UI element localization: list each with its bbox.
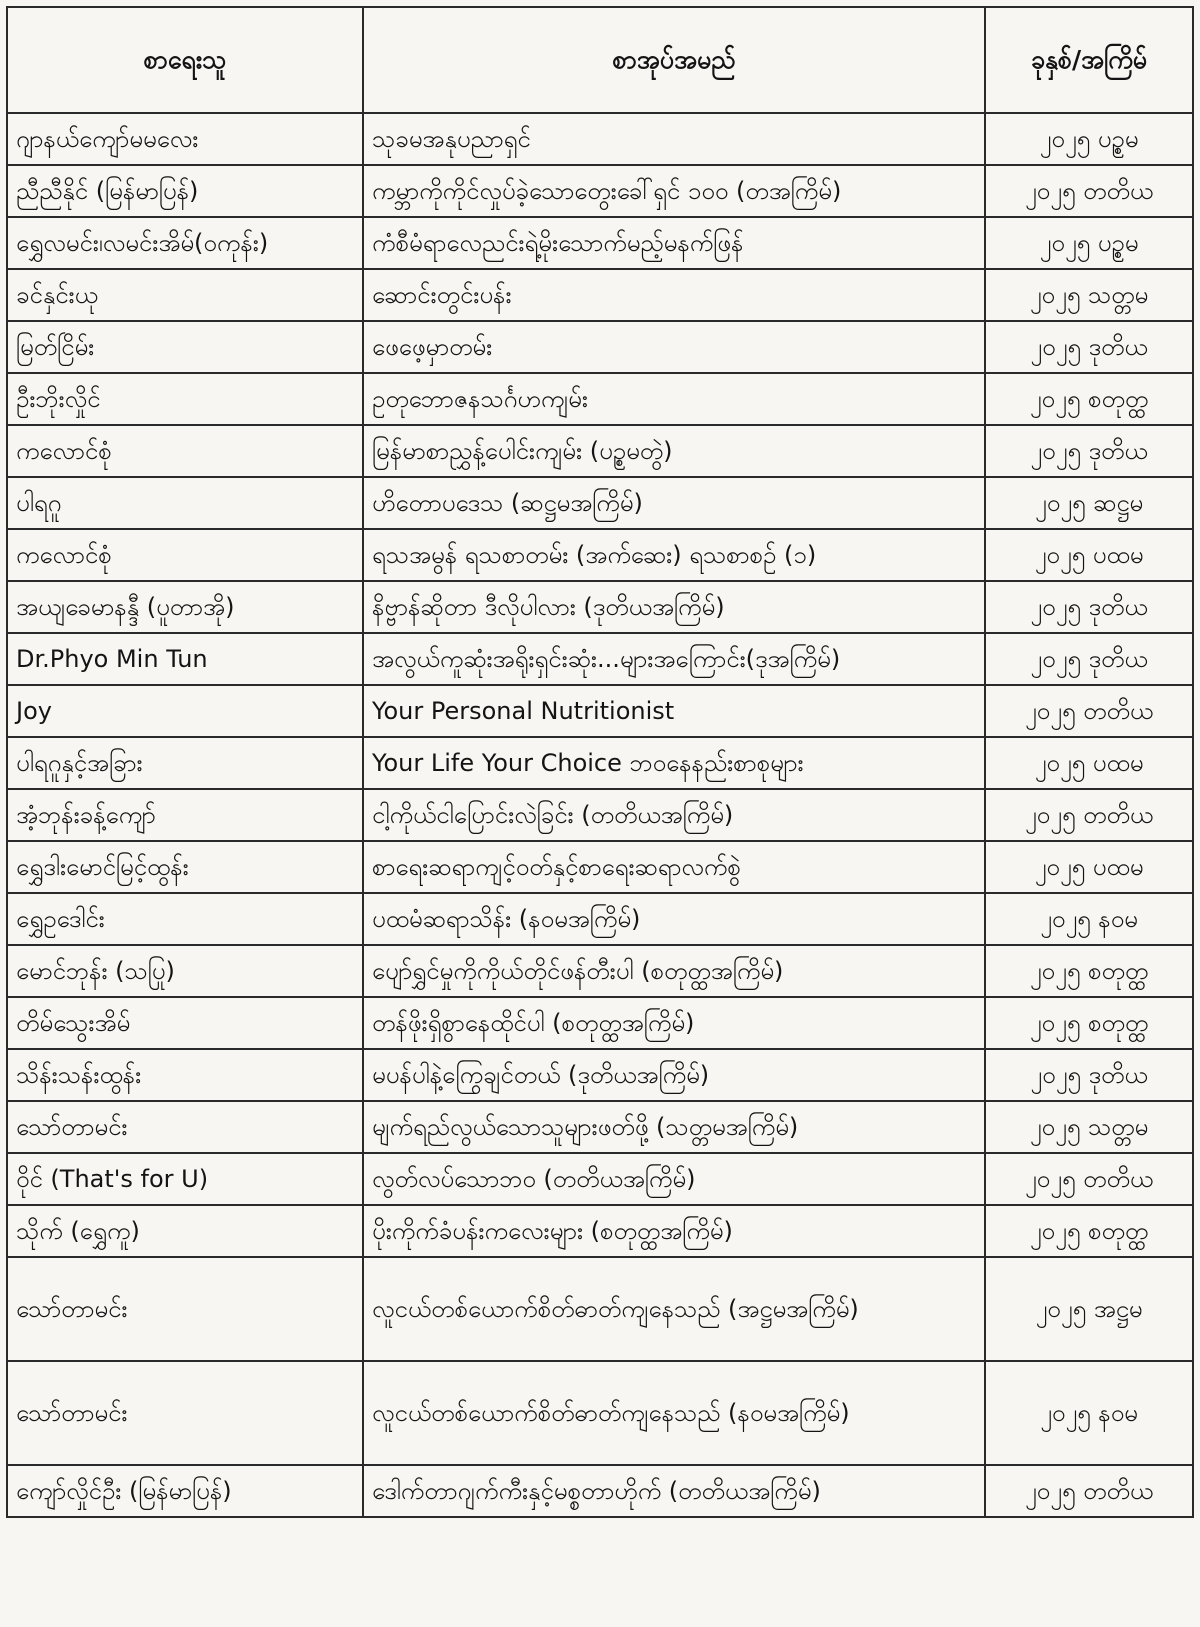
title-cell: မြန်မာစာညွှန့်ပေါင်းကျမ်း (ပဉ္စမတွဲ) [363, 425, 985, 477]
table-row [7, 685, 1193, 737]
title-cell: လွတ်လပ်သောဘဝ (တတိယအကြိမ်) [363, 1153, 985, 1205]
table-row [7, 165, 1193, 217]
edition-cell: ၂၀၂၅ နဝမ [985, 1361, 1193, 1465]
edition-cell: ၂၀၂၅ တတိယ [985, 1465, 1193, 1517]
author-cell: ရွှေဒါးမောင်မြင့်ထွန်း [7, 841, 363, 893]
title-cell: အလွယ်ကူဆုံးအရိုးရှင်းဆုံး...များအကြောင်း(ဒုအကြိမ်) [363, 633, 985, 685]
author-cell: ရွှေလမင်း၊လမင်းအိမ်(ဝကုန်း) [7, 217, 363, 269]
edition-cell: ၂၀၂၅ ဒုတိယ [985, 1049, 1193, 1101]
table-row [7, 789, 1193, 841]
title-cell: ပထမံဆရာသိန်း (နဝမအကြိမ်) [363, 893, 985, 945]
author-cell: ကလောင်စုံ [7, 425, 363, 477]
edition-cell: ၂၀၂၅ ပဉ္စမ [985, 113, 1193, 165]
edition-cell: ၂၀၂၅ စတုတ္ထ [985, 997, 1193, 1049]
table-row [7, 1465, 1193, 1517]
table-row [7, 737, 1193, 789]
author-cell: သိုက် (ရွှေကူ) [7, 1205, 363, 1257]
title-cell: ဥတုဘောဇနသင်္ဂဟကျမ်း [363, 373, 985, 425]
edition-cell: ၂၀၂၅ သတ္တမ [985, 269, 1193, 321]
table-row [7, 1257, 1193, 1361]
edition-cell: ၂၀၂၅ ဒုတိယ [985, 321, 1193, 373]
table-row [7, 425, 1193, 477]
table-row [7, 945, 1193, 997]
title-cell: လူငယ်တစ်ယောက်စိတ်ဓာတ်ကျနေသည် (အဋ္ဌမအကြိမ်) [363, 1257, 985, 1361]
title-cell: မျက်ရည်လွယ်သောသူများဖတ်ဖို့ (သတ္တမအကြိမ်) [363, 1101, 985, 1153]
edition-cell: ၂၀၂၅ တတိယ [985, 165, 1193, 217]
title-cell: စာရေးဆရာကျင့်ဝတ်နှင့်စာရေးဆရာလက်စွဲ [363, 841, 985, 893]
table-header [7, 7, 1193, 113]
author-cell: ခင်နှင်းယု [7, 269, 363, 321]
table-row [7, 1361, 1193, 1465]
title-cell: ပျော်ရွှင်မှုကိုကိုယ်တိုင်ဖန်တီးပါ (စတုတ္ထအကြိမ်) [363, 945, 985, 997]
edition-cell: ၂၀၂၅ ပဉ္စမ [985, 217, 1193, 269]
author-cell: ပါရဂူနှင့်အခြား [7, 737, 363, 789]
title-cell: နိဗ္ဗာန်ဆိုတာ ဒီလိုပါလား (ဒုတိယအကြိမ်) [363, 581, 985, 633]
author-cell: Joy [7, 685, 363, 737]
author-cell: သော်တာမင်း [7, 1257, 363, 1361]
table-row [7, 373, 1193, 425]
author-cell: ပါရဂူ [7, 477, 363, 529]
author-cell: သော်တာမင်း [7, 1101, 363, 1153]
author-cell: ကျော်လှိုင်ဦး (မြန်မာပြန်) [7, 1465, 363, 1517]
table-row [7, 581, 1193, 633]
edition-cell: ၂၀၂၅ ဒုတိယ [985, 425, 1193, 477]
header-row [7, 7, 1193, 113]
title-cell: ငါ့ကိုယ်ငါပြောင်းလဲခြင်း (တတိယအကြိမ်) [363, 789, 985, 841]
edition-cell: ၂၀၂၅ တတိယ [985, 1153, 1193, 1205]
table-row [7, 113, 1193, 165]
edition-cell: ၂၀၂၅ ဒုတိယ [985, 633, 1193, 685]
edition-cell: ၂၀၂၅ နဝမ [985, 893, 1193, 945]
author-cell: ဝိုင် (That's for U) [7, 1153, 363, 1205]
author-cell: မောင်ဘုန်း (သပြု) [7, 945, 363, 997]
title-cell: ကံစီမံရာလေညင်းရဲ့မိုးသောက်မည့်မနက်ဖြန် [363, 217, 985, 269]
title-cell: Your Life Your Choice ဘဝနေနည်းစာစုများ [363, 737, 985, 789]
author-cell: အံ့ဘုန်းခန့်ကျော် [7, 789, 363, 841]
title-cell: မပန်ပါနဲ့ကြွေချင်တယ် (ဒုတိယအကြိမ်) [363, 1049, 985, 1101]
author-cell: ညီညီနိုင် (မြန်မာပြန်) [7, 165, 363, 217]
table-row [7, 269, 1193, 321]
edition-cell: ၂၀၂၅ စတုတ္ထ [985, 373, 1193, 425]
header-title: စာအုပ်အမည် [363, 7, 985, 113]
title-cell: ဒေါက်တာဂျက်ကီးနှင့်မစ္စတာဟိုက် (တတိယအကြိမ်) [363, 1465, 985, 1517]
edition-cell: ၂၀၂၅ စတုတ္ထ [985, 945, 1193, 997]
author-cell: သော်တာမင်း [7, 1361, 363, 1465]
title-cell: သုခမအနုပညာရှင် [363, 113, 985, 165]
title-cell: ရသအမွန် ရသစာတမ်း (အက်ဆေး) ရသစာစဉ် (၁) [363, 529, 985, 581]
author-cell: မြတ်ငြိမ်း [7, 321, 363, 373]
header-edition: ခုနှစ်/အကြိမ် [985, 7, 1193, 113]
table-row [7, 841, 1193, 893]
edition-cell: ၂၀၂၅ ဆဋ္ဌမ [985, 477, 1193, 529]
author-cell: ကလောင်စုံ [7, 529, 363, 581]
author-cell: Dr.Phyo Min Tun [7, 633, 363, 685]
table-row [7, 217, 1193, 269]
book-list-table [6, 6, 1194, 1518]
table-body [7, 113, 1193, 1517]
title-cell: ကမ္ဘာကိုကိုင်လှုပ်ခဲ့သောတွေးခေါ်ရှင် ၁၀၀ (တအကြိမ်) [363, 165, 985, 217]
table-row [7, 321, 1193, 373]
table-row [7, 1205, 1193, 1257]
author-cell: တိမ်သွေးအိမ် [7, 997, 363, 1049]
table-row [7, 1101, 1193, 1153]
table-row [7, 477, 1193, 529]
table-row [7, 997, 1193, 1049]
table-row [7, 1153, 1193, 1205]
author-cell: ရွှေဥဒေါင်း [7, 893, 363, 945]
edition-cell: ၂၀၂၅ အဋ္ဌမ [985, 1257, 1193, 1361]
table-row [7, 893, 1193, 945]
edition-cell: ၂၀၂၅ တတိယ [985, 789, 1193, 841]
title-cell: လူငယ်တစ်ယောက်စိတ်ဓာတ်ကျနေသည် (နဝမအကြိမ်) [363, 1361, 985, 1465]
title-cell: တန်ဖိုးရှိစွာနေထိုင်ပါ (စတုတ္ထအကြိမ်) [363, 997, 985, 1049]
author-cell: ဂျာနယ်ကျော်မမလေး [7, 113, 363, 165]
title-cell: ပိုးကိုက်ခံပန်းကလေးများ (စတုတ္ထအကြိမ်) [363, 1205, 985, 1257]
edition-cell: ၂၀၂၅ တတိယ [985, 685, 1193, 737]
author-cell: သိန်းသန်းထွန်း [7, 1049, 363, 1101]
title-cell: ဟိတောပဒေသ (ဆဋ္ဌမအကြိမ်) [363, 477, 985, 529]
author-cell: ဦးဘိုးလှိုင် [7, 373, 363, 425]
edition-cell: ၂၀၂၅ ဒုတိယ [985, 581, 1193, 633]
header-author: စာရေးသူ [7, 7, 363, 113]
edition-cell: ၂၀၂၅ ပထမ [985, 529, 1193, 581]
edition-cell: ၂၀၂၅ သတ္တမ [985, 1101, 1193, 1153]
table-row [7, 1049, 1193, 1101]
title-cell: ဖေဖေ့မှာတမ်း [363, 321, 985, 373]
author-cell: အယျခေမာနန္ဒီ (ပူတာအို) [7, 581, 363, 633]
table-row [7, 529, 1193, 581]
title-cell: Your Personal Nutritionist [363, 685, 985, 737]
title-cell: ဆောင်းတွင်းပန်း [363, 269, 985, 321]
edition-cell: ၂၀၂၅ ပထမ [985, 737, 1193, 789]
edition-cell: ၂၀၂၅ ပထမ [985, 841, 1193, 893]
edition-cell: ၂၀၂၅ စတုတ္ထ [985, 1205, 1193, 1257]
table-row [7, 633, 1193, 685]
